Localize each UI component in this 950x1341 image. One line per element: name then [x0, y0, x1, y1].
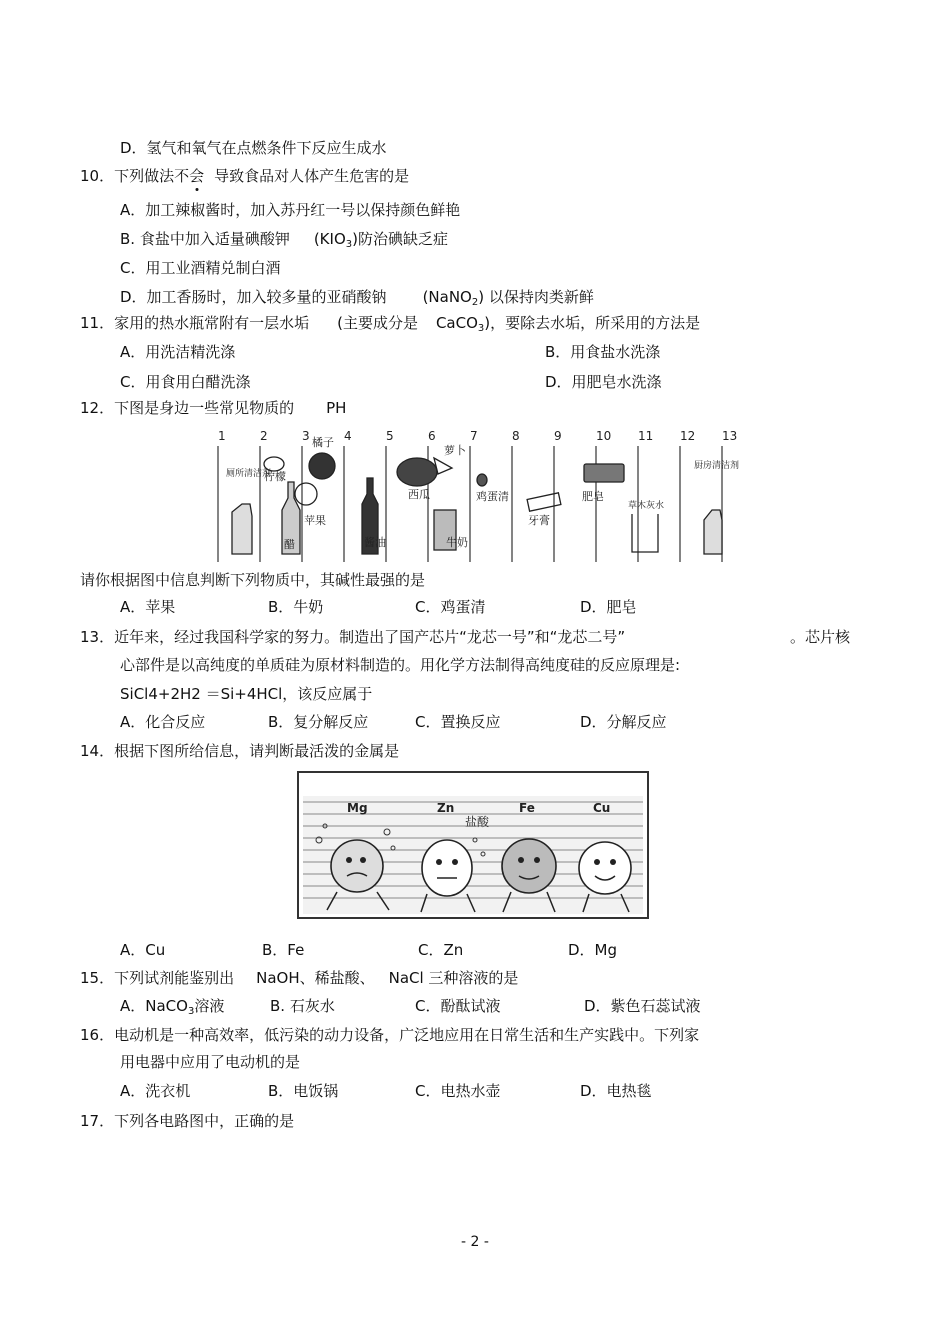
q10-option-d: D．加工香肠时，加入较多量的亚硝酸钠 (NaNO$_2$) 以保持肉类新鲜 [120, 288, 594, 308]
watermelon-icon [397, 458, 437, 486]
mg-character-icon [331, 840, 383, 892]
soap-icon [584, 464, 624, 482]
metal-label-zn: Zn [437, 801, 455, 815]
ph-item-label: 酱油 [364, 536, 386, 549]
ph-item-label: 柠檬 [264, 470, 286, 483]
q10-stem: 10．下列做法不会 导致食品对人体产生危害的是 [80, 167, 410, 185]
ph-item-label: 厨房清洁剂 [694, 461, 740, 471]
q10-option-c: C．用工业酒精兑制白酒 [120, 259, 281, 277]
ph-scale-number: 13 [722, 429, 738, 443]
zn-character-icon [422, 840, 472, 896]
ph-item-label: 肥皂 [582, 490, 604, 503]
metal-label-fe: Fe [519, 801, 535, 815]
q10-option-b: B. 食盐中加入适量碘酸钾 $(KIO_3)$防治碘缺乏症 [120, 230, 448, 250]
q11-option-a: A．用洗洁精洗涤 [120, 343, 236, 361]
ph-scale-number: 9 [554, 429, 562, 443]
q14-stem: 14．根据下图所给信息，请判断最活泼的金属是 [80, 742, 400, 760]
metal-acid-figure [297, 770, 649, 920]
q13-option-a: A．化合反应 [120, 713, 206, 731]
q13-stem-line1-end: 。芯片核 [790, 628, 851, 646]
ph-item-label: 牛奶 [446, 536, 468, 549]
q16-option-c: C．电热水壶 [415, 1082, 501, 1100]
metal-label-mg: Mg [347, 801, 368, 815]
q13-stem-line1: 13．近年来，经过我国科学家的努力。制造出了国产芯片“龙芯一号”和“龙芯二号” [80, 628, 626, 646]
ph-item-label: 苹果 [304, 514, 326, 527]
ph-scale-number: 5 [386, 429, 394, 443]
ph-item-label: 牙膏 [528, 514, 550, 527]
q14-option-c: C．Zn [418, 941, 464, 959]
q13-stem-line2: 心部件是以高纯度的单质硅为原材料制造的。用化学方法制得高纯度硅的反应原理是: [120, 656, 681, 674]
q17-stem: 17．下列各电路图中，正确的是 [80, 1112, 295, 1130]
q16-stem-line2: 用电器中应用了电动机的是 [120, 1053, 301, 1071]
q11-option-d: D．用肥皂水洗涤 [545, 373, 662, 391]
ph-scale-figure [212, 424, 740, 566]
ph-item-label: 草木灰水 [628, 501, 665, 511]
ph-item-label: 西瓜 [408, 488, 430, 501]
fe-character-icon [502, 839, 556, 893]
ph-scale-number: 3 [302, 429, 310, 443]
q11-stem: 11．家用的热水瓶常附有一层水垢 (主要成分是 CaCO$_3$)，要除去水垢，所采用的方法是 [80, 314, 701, 334]
q15-option-c: C．酚酞试液 [415, 997, 501, 1015]
ph-scale-number: 8 [512, 429, 520, 443]
ph-scale-number: 11 [638, 429, 654, 443]
q14-option-a: A．Cu [120, 941, 166, 959]
q11-option-c: C．用食用白醋洗涤 [120, 373, 251, 391]
q16-stem-line1: 16．电动机是一种高效率，低污染的动力设备，广泛地应用在日常生活和生产实践中。下列家 [80, 1026, 700, 1044]
q12-option-c: C．鸡蛋清 [415, 598, 486, 616]
q15-option-a: A．NaCO$_3$溶液 [120, 997, 225, 1017]
q16-option-a: A．洗衣机 [120, 1082, 191, 1100]
q10-option-a: A．加工辣椒酱时，加入苏丹红一号以保持颜色鲜艳 [120, 201, 461, 219]
q16-option-b: B．电饭锅 [268, 1082, 339, 1100]
ph-scale-number: 1 [218, 429, 226, 443]
q14-option-d: D．Mg [568, 941, 618, 959]
q15-option-d: D．紫色石蕊试液 [584, 997, 701, 1015]
q13-option-d: D．分解反应 [580, 713, 667, 731]
ph-scale-number: 7 [470, 429, 478, 443]
acid-label: 盐酸 [465, 815, 490, 829]
q13-option-c: C．置换反应 [415, 713, 501, 731]
ph-scale-number: 12 [680, 429, 696, 443]
metal-label-cu: Cu [593, 801, 611, 815]
toilet-cleaner-icon [232, 504, 252, 554]
egg-icon [477, 474, 487, 486]
q14-option-b: B．Fe [262, 941, 305, 959]
emphasis-dot-char: 会 [189, 167, 205, 185]
ph-item-label: 萝卜 [444, 444, 466, 457]
q13-option-b: B．复分解反应 [268, 713, 369, 731]
ph-item-label: 醋 [284, 538, 295, 551]
q12-option-d: D．肥皂 [580, 598, 637, 616]
q11-option-b: B．用食盐水洗涤 [545, 343, 661, 361]
q13-equation: SiCl4+2H2 ＝Si+4HCl，该反应属于 [120, 685, 373, 703]
page-number: - 2 - [461, 1234, 489, 1250]
ph-scale-number: 2 [260, 429, 268, 443]
q12-option-a: A．苹果 [120, 598, 176, 616]
ph-item-label: 橘子 [312, 436, 334, 449]
q12-stem: 12．下图是身边一些常见物质的 PH [80, 399, 347, 417]
ph-item-label: 厕所清洁剂 [226, 469, 272, 479]
orange-icon [309, 453, 335, 479]
q12-question: 请你根据图中信息判断下列物质中，其碱性最强的是 [80, 571, 426, 589]
q15-stem: 15．下列试剂能鉴别出 NaOH、稀盐酸、 NaCl 三种溶液的是 [80, 969, 519, 987]
ph-item-label: 鸡蛋清 [476, 490, 509, 503]
ph-scale-number: 6 [428, 429, 436, 443]
q9-option-d: D．氢气和氧气在点燃条件下反应生成水 [120, 139, 387, 157]
q12-option-b: B．牛奶 [268, 598, 324, 616]
cu-character-icon [579, 842, 631, 894]
q15-option-b: B. 石灰水 [270, 997, 335, 1015]
ph-scale-number: 4 [344, 429, 352, 443]
q16-option-d: D．电热毯 [580, 1082, 652, 1100]
kitchen-cleaner-icon [704, 510, 722, 554]
ph-scale-number: 10 [596, 429, 612, 443]
